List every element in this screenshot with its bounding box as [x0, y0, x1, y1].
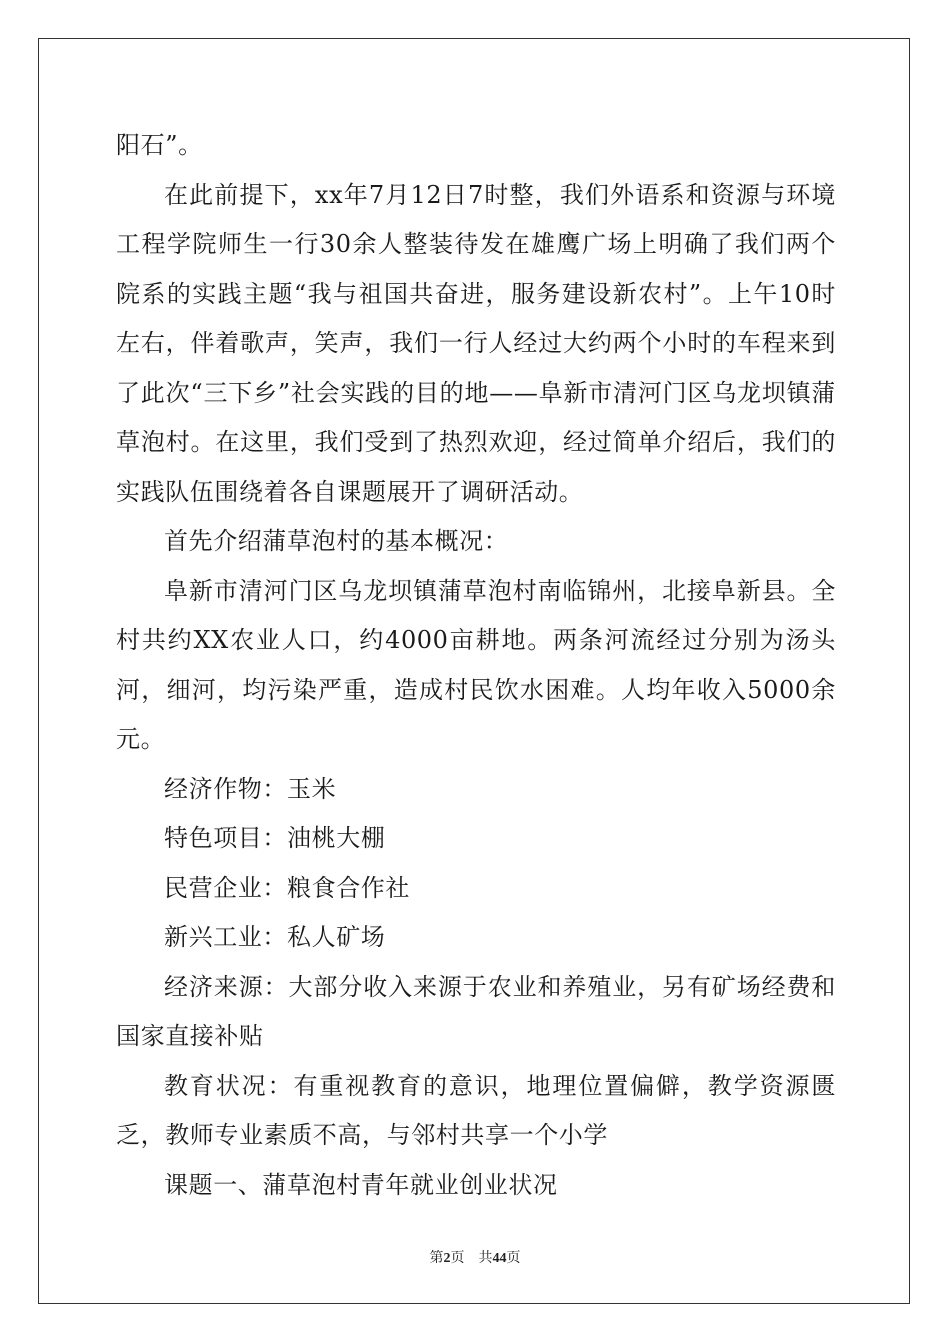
paragraph: 经济来源：大部分收入来源于农业和养殖业，另有矿场经费和国家直接补贴	[116, 972, 836, 1050]
paragraph: 阳石”。	[116, 131, 203, 159]
paragraph: 首先介绍蒲草泡村的基本概况：	[164, 527, 509, 555]
page-footer	[0, 1247, 950, 1267]
total-suffix: 页	[506, 1251, 521, 1266]
paragraph: 阜新市清河门区乌龙坝镇蒲草泡村南临锦州，北接阜新县。全村共约XX农业人口，约4000亩耕地。两条河流经过分别为汤头河，细河，均污染严重，造成村民饮水困难。人均年收入5000余元。	[116, 576, 836, 753]
page-suffix: 页	[450, 1251, 465, 1266]
total-pages: 44	[492, 1251, 507, 1266]
paragraph: 新兴工业：私人矿场	[164, 923, 386, 951]
paragraph: 教育状况：有重视教育的意识，地理位置偏僻，教学资源匮乏，教师专业素质不高，与邻村共享一个小学	[116, 1071, 836, 1149]
paragraph: 在此前提下，xx年7月12日7时整，我们外语系和资源与环境工程学院师生一行30余人整装待发在雄鹰广场上明确了我们两个院系的实践主题“我与祖国共奋进，服务建设新农村”。上午10时左右，伴着歌声，笑声，我们一行人经过大约两个小时的车程来到了此次“三下乡”社会实践的目的地——阜新市清河门区乌龙坝镇蒲草泡村。在这里，我们受到了热烈欢迎，经过简单介绍后，我们的实践队伍围绕着各自课题展开了调研活动。	[116, 180, 836, 506]
paragraph: 民营企业：粮食合作社	[164, 873, 410, 902]
page-number: 2	[443, 1251, 451, 1266]
total-prefix: 共	[478, 1251, 493, 1266]
paragraph: 课题一、蒲草泡村青年就业创业状况	[164, 1170, 558, 1199]
document-body	[116, 121, 836, 1210]
page-prefix: 第	[429, 1251, 444, 1266]
paragraph: 特色项目：油桃大棚	[164, 824, 386, 852]
paragraph: 经济作物：玉米	[164, 774, 337, 803]
